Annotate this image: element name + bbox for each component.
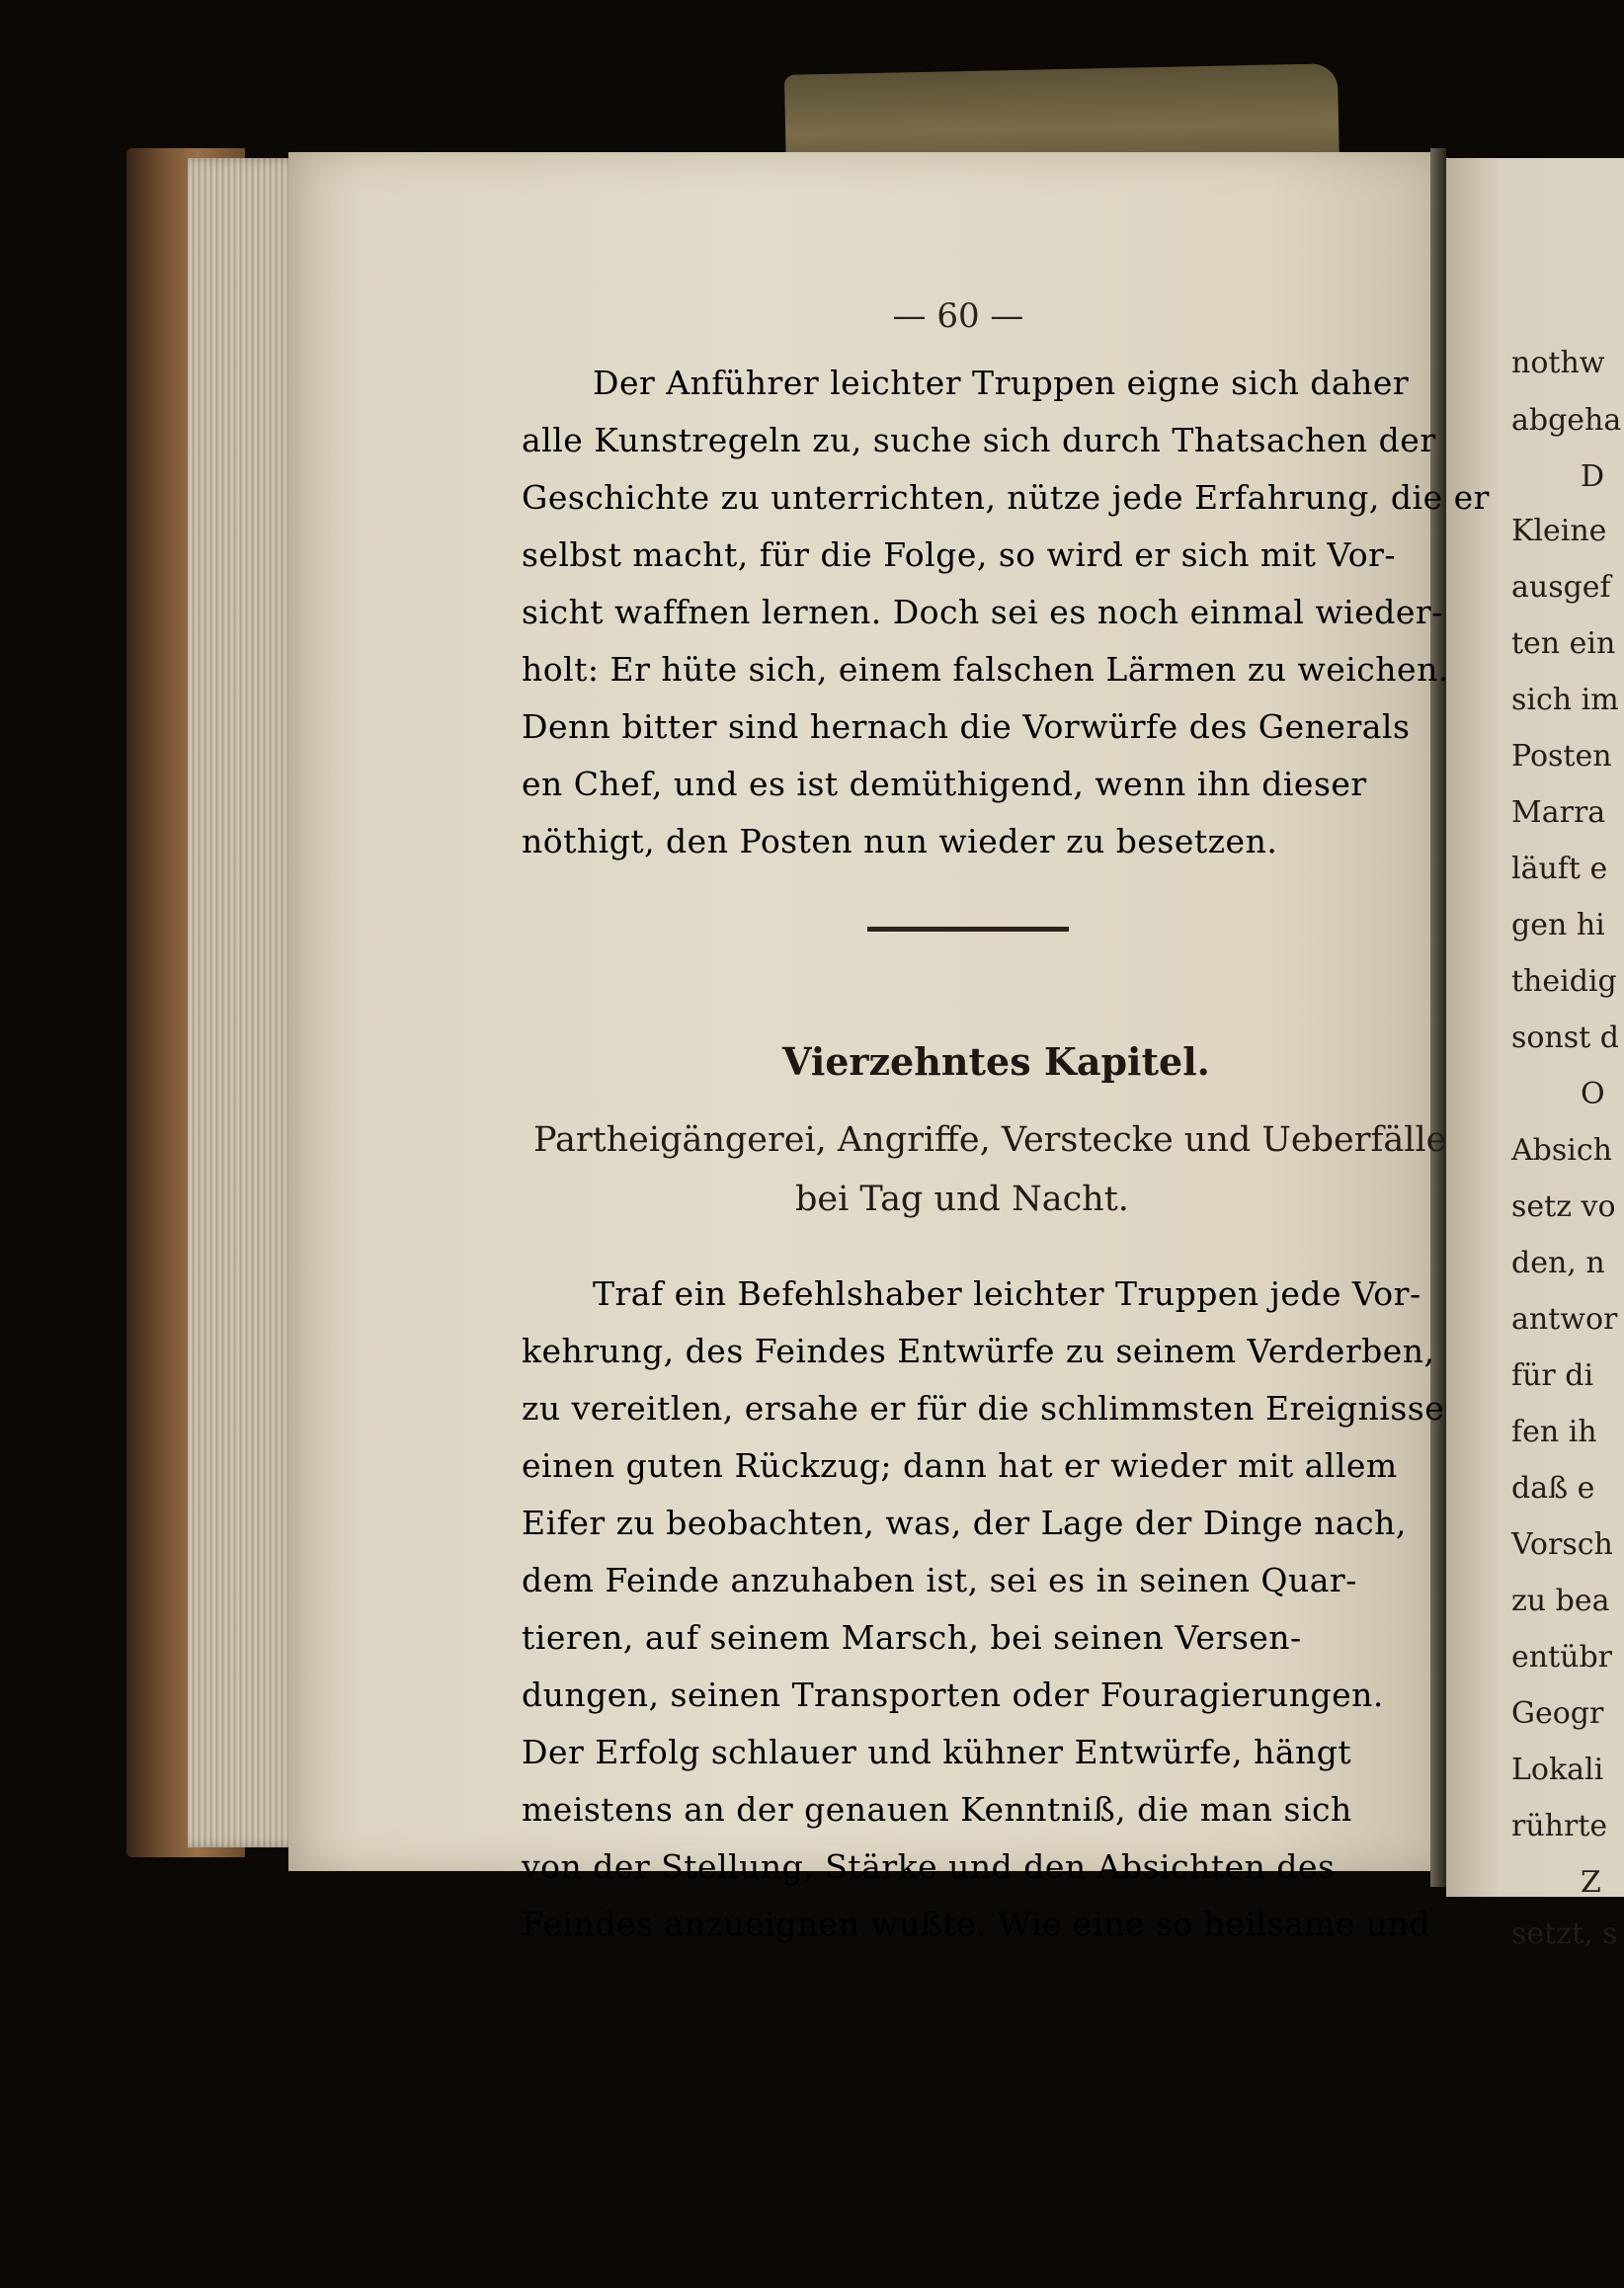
facing-line: setzt, s xyxy=(1511,1917,1618,1951)
facing-line: läuft e xyxy=(1511,852,1608,886)
facing-line: Absich xyxy=(1511,1133,1612,1168)
text-line: zu vereitlen, ersahe er für die schlimmsten Ereignisse xyxy=(522,1389,1445,1428)
text-line: Geschichte zu unterrichten, nütze jede Erfahrung, die er xyxy=(522,478,1490,517)
text-line: selbst macht, für die Folge, so wird er sich mit Vor- xyxy=(522,535,1397,574)
facing-line: Lokali xyxy=(1511,1753,1604,1787)
text-line: Denn bitter sind hernach die Vorwürfe des Generals xyxy=(522,707,1411,746)
facing-line: den, n xyxy=(1511,1246,1605,1280)
facing-line: ten ein xyxy=(1511,626,1616,661)
text-line: sicht waffnen lernen. Doch sei es noch einmal wieder- xyxy=(522,593,1443,631)
chapter-title: Vierzehntes Kapitel. xyxy=(782,1039,1210,1084)
text-line: Der Anführer leichter Truppen eigne sich daher xyxy=(593,364,1410,402)
text-line: dungen, seinen Transporten oder Fouragierungen. xyxy=(522,1675,1384,1714)
text-line: von der Stellung, Stärke und den Absichten des xyxy=(522,1847,1336,1886)
facing-line: antwor xyxy=(1511,1302,1618,1337)
facing-line: nothw xyxy=(1511,346,1605,380)
text-line: alle Kunstregeln zu, suche sich durch Thatsachen der xyxy=(522,421,1436,459)
facing-line: sich im xyxy=(1511,683,1619,717)
facing-line: Posten xyxy=(1511,739,1612,774)
facing-line: theidig xyxy=(1511,964,1617,999)
text-line: meistens an der genauen Kenntniß, die man sich xyxy=(522,1790,1352,1829)
text-line: einen guten Rückzug; dann hat er wieder mit allem xyxy=(522,1446,1398,1485)
facing-line: zu bea xyxy=(1511,1584,1610,1618)
facing-line: entübr xyxy=(1511,1640,1612,1675)
facing-line: O xyxy=(1581,1077,1605,1111)
facing-line: D xyxy=(1581,459,1605,494)
facing-line: Kleine xyxy=(1511,514,1607,548)
facing-line: Marra xyxy=(1511,795,1606,830)
facing-line: Z xyxy=(1581,1865,1601,1900)
text-line: Eifer zu beobachten, was, der Lage der Dinge nach, xyxy=(522,1504,1407,1542)
facing-line: Vorsch xyxy=(1511,1527,1613,1562)
facing-line: rührte xyxy=(1511,1809,1608,1843)
book-gutter xyxy=(1430,148,1446,1887)
text-line: dem Feinde anzuhaben ist, sei es in seinen Quar- xyxy=(522,1561,1357,1599)
chapter-subtitle-line: bei Tag und Nacht. xyxy=(795,1180,1129,1219)
facing-line: gen hi xyxy=(1511,908,1605,942)
text-line: en Chef, und es ist demüthigend, wenn ihn dieser xyxy=(522,765,1367,803)
facing-line: Geogr xyxy=(1511,1696,1604,1731)
book-page xyxy=(288,152,1447,1871)
facing-line: sonst d xyxy=(1511,1021,1619,1055)
facing-line: für di xyxy=(1511,1358,1594,1393)
chapter-subtitle-line: Partheigängerei, Angriffe, Verstecke und Ueberfälle xyxy=(533,1120,1447,1160)
section-divider xyxy=(867,927,1069,932)
text-line: nöthigt, den Posten nun wieder zu besetzen. xyxy=(522,822,1278,860)
facing-line: setz vo xyxy=(1511,1189,1616,1224)
facing-line: abgeha xyxy=(1511,403,1622,438)
text-line: kehrung, des Feindes Entwürfe zu seinem Verderben, xyxy=(522,1332,1435,1370)
text-line: Feindes anzueignen wußte. Wie eine so heilsame und xyxy=(522,1905,1431,1943)
facing-line: ausgef xyxy=(1511,570,1611,605)
text-line: Der Erfolg schlauer und kühner Entwürfe, hängt xyxy=(522,1733,1352,1771)
facing-line: daß e xyxy=(1511,1471,1595,1506)
facing-line: fen ih xyxy=(1511,1415,1597,1449)
page-number: — 60 — xyxy=(892,296,1024,336)
text-line: holt: Er hüte sich, einem falschen Lärmen zu weichen. xyxy=(522,650,1449,689)
text-line: Traf ein Befehlshaber leichter Truppen jede Vor- xyxy=(593,1274,1421,1313)
text-line: tieren, auf seinem Marsch, bei seinen Versen- xyxy=(522,1618,1302,1657)
